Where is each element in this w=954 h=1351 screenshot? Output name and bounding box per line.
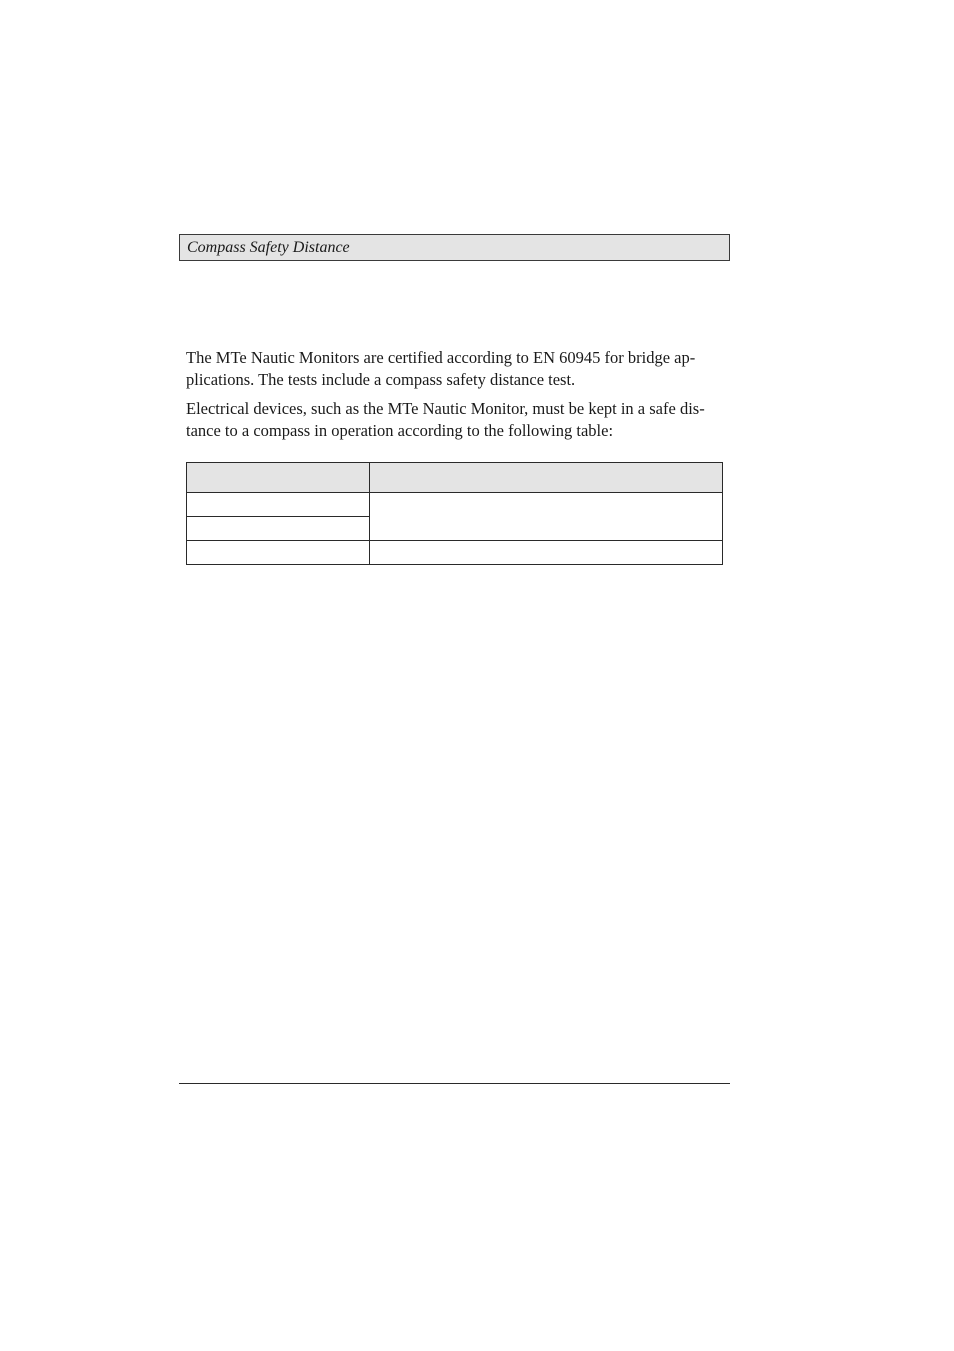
section-title: Compass Safety Distance (187, 239, 350, 256)
table-row (187, 541, 723, 565)
table-cell-merged (370, 493, 723, 541)
table-header-row (187, 463, 723, 493)
compass-distance-table (186, 462, 723, 565)
intro-paragraph (186, 347, 723, 390)
table-cell (187, 493, 370, 517)
paragraph-line: tance to a compass in operation according to the following table: (186, 420, 614, 440)
paragraph-line: plications. The tests include a compass safety distance test. (186, 369, 576, 389)
footer-divider (179, 1083, 730, 1084)
table-cell (187, 541, 370, 565)
section-header (179, 234, 730, 261)
table-row (187, 493, 723, 517)
paragraph-line: The MTe Nautic Monitors are certified according to EN 60945 for bridge ap- (186, 348, 696, 367)
table-header-cell (370, 463, 723, 493)
table-cell (187, 517, 370, 541)
paragraph-line: Electrical devices, such as the MTe Nautic Monitor, must be kept in a safe dis- (186, 399, 705, 418)
table-header-cell (187, 463, 370, 493)
table-cell (370, 541, 723, 565)
distance-paragraph (186, 398, 723, 441)
